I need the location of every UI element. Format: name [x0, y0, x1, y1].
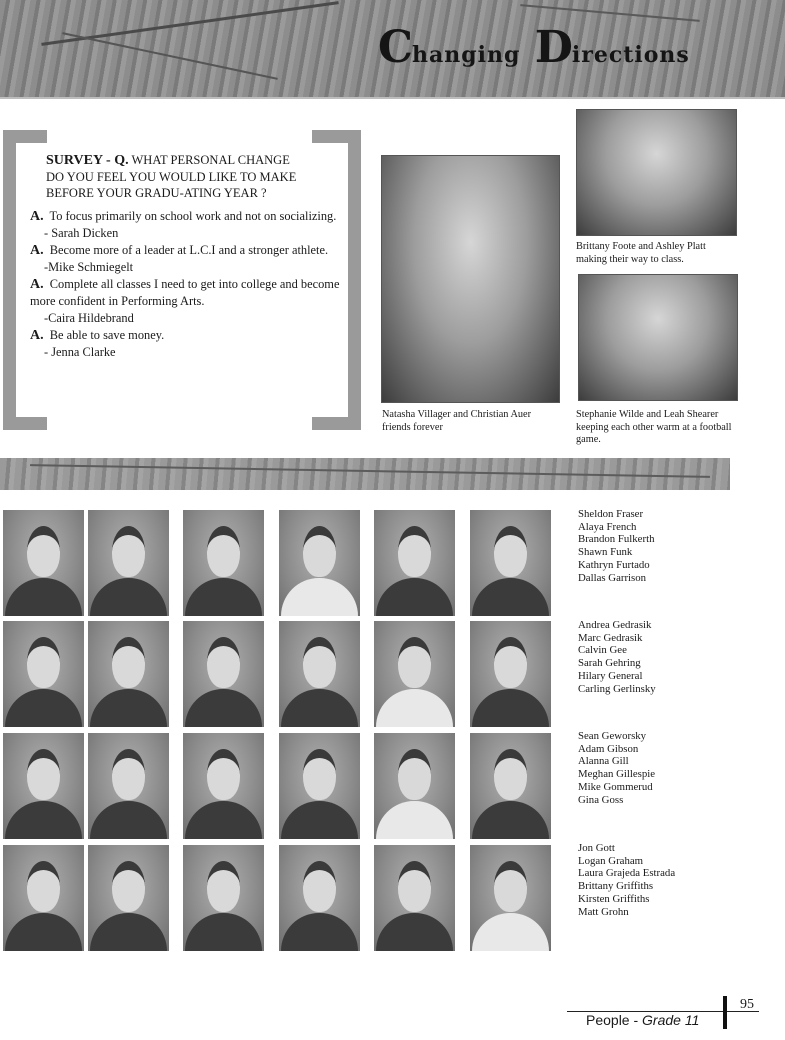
portrait-head [303, 861, 336, 912]
student-portrait [470, 621, 551, 727]
answer-marker: A. [30, 328, 44, 343]
band-crack [30, 464, 710, 478]
portrait-shoulders [90, 801, 167, 839]
survey-answer [30, 208, 340, 225]
portrait-shoulders [472, 913, 549, 951]
answer-text: Complete all classes I need to get into college and become more confident in Performing Arts. [30, 277, 340, 308]
portrait-shoulders [90, 578, 167, 616]
student-name: Brittany Griffiths [578, 880, 654, 893]
student-name: Gina Goss [578, 793, 624, 806]
bracket-right-bottom [312, 417, 361, 430]
student-portrait [88, 733, 169, 839]
portrait-shoulders [185, 578, 262, 616]
student-name: Carling Gerlinsky [578, 682, 656, 695]
student-portrait [183, 621, 264, 727]
answer-author: -Caira Hildebrand [44, 311, 134, 325]
caption-brittany-ashley: Brittany Foote and Ashley Platt making their way to class. [576, 241, 706, 265]
student-portrait [3, 845, 84, 951]
student-name: Laura Grajeda Estrada [578, 867, 676, 880]
survey-answer [30, 276, 340, 310]
student-portrait [279, 733, 360, 839]
student-name: Marc Gedrasik [578, 631, 643, 644]
portrait-head [27, 637, 60, 688]
portrait-head [398, 861, 431, 912]
portrait-shoulders [5, 913, 82, 951]
student-name: Andrea Gedrasik [578, 619, 652, 631]
portrait-shoulders [90, 689, 167, 727]
student-portrait [470, 733, 551, 839]
portrait-head [494, 637, 527, 688]
answer-text: Be able to save money. [49, 328, 165, 342]
name-list-row-2 [578, 619, 656, 695]
student-name: Meghan Gillespie [578, 768, 656, 781]
student-portrait [3, 621, 84, 727]
answer-text: Become more of a leader at L.C.I and a stronger athlete. [49, 243, 329, 257]
page-number: 95 [740, 997, 754, 1012]
divider [0, 97, 785, 99]
answer-text: To focus primarily on school work and not on socializing. [49, 209, 337, 223]
portrait-shoulders [281, 913, 358, 951]
portrait-head [207, 637, 240, 688]
portrait-head [398, 749, 431, 800]
portrait-shoulders [281, 578, 358, 616]
caption-stephanie-leah: Stephanie Wilde and Leah Shearer keeping each other warm at a football game. [576, 409, 732, 445]
student-portrait [3, 510, 84, 616]
bracket-left-top [3, 130, 47, 143]
portrait-shoulders [376, 689, 453, 727]
portrait-shoulders [90, 913, 167, 951]
student-name: Jon Gott [578, 842, 615, 854]
portrait-shoulders [185, 913, 262, 951]
survey-answer [30, 242, 340, 259]
banner-crack [520, 4, 699, 22]
student-name: Mike Gommerud [578, 780, 653, 793]
student-name: Alaya French [578, 520, 637, 533]
name-list-row-3 [578, 730, 655, 806]
answer-marker: A. [30, 209, 44, 224]
answer-author: - Jenna Clarke [44, 345, 116, 359]
page-title [378, 22, 690, 73]
answer-author: - Sarah Dicken [44, 226, 119, 240]
student-name: Dallas Garrison [578, 571, 647, 584]
portrait-head [303, 749, 336, 800]
portrait-shoulders [472, 689, 549, 727]
student-name: Alanna Gill [578, 755, 629, 768]
footer-bar [723, 996, 727, 1029]
portrait-shoulders [472, 578, 549, 616]
student-name: Hilary General [578, 669, 643, 682]
bracket-left-vertical [3, 130, 16, 430]
student-portrait [183, 510, 264, 616]
photo-brittany-ashley [576, 109, 737, 236]
photo-natasha-christian [381, 155, 560, 403]
photo-stephanie-leah [578, 274, 738, 401]
student-name: Logan Graham [578, 854, 644, 867]
student-portrait [88, 621, 169, 727]
student-name: Sean Geworsky [578, 730, 647, 742]
student-name: Adam Gibson [578, 742, 639, 755]
student-portrait [183, 733, 264, 839]
student-portrait [279, 621, 360, 727]
portrait-shoulders [185, 689, 262, 727]
student-name: Kirsten Griffiths [578, 892, 650, 905]
portrait-head [398, 526, 431, 577]
portrait-shoulders [376, 578, 453, 616]
footer-section [586, 1012, 699, 1028]
portrait-head [112, 637, 145, 688]
portrait-head [303, 637, 336, 688]
bracket-left-bottom [3, 417, 47, 430]
portrait-head [207, 861, 240, 912]
portrait-head [112, 861, 145, 912]
portrait-shoulders [376, 913, 453, 951]
footer-grade: Grade 11 [642, 1012, 700, 1028]
portrait-shoulders [5, 578, 82, 616]
portrait-shoulders [281, 801, 358, 839]
answer-marker: A. [30, 277, 44, 292]
portrait-shoulders [281, 689, 358, 727]
portrait-shoulders [5, 801, 82, 839]
student-portrait [183, 845, 264, 951]
portrait-head [207, 749, 240, 800]
name-list-row-4 [578, 842, 675, 918]
survey-box [30, 152, 340, 361]
student-name: Matt Grohn [578, 905, 629, 918]
portrait-shoulders [376, 801, 453, 839]
student-portrait [374, 510, 455, 616]
banner-crack [62, 32, 278, 80]
portrait-head [494, 526, 527, 577]
survey-label: SURVEY - Q. [46, 153, 129, 168]
portrait-shoulders [185, 801, 262, 839]
portrait-head [207, 526, 240, 577]
header-banner [0, 0, 785, 97]
student-name: Calvin Gee [578, 644, 627, 657]
student-portrait [470, 510, 551, 616]
name-list-row-1 [578, 508, 654, 584]
student-name: Brandon Fulkerth [578, 533, 655, 546]
student-name: Kathryn Furtado [578, 558, 650, 571]
portrait-head [112, 749, 145, 800]
survey-answer [30, 327, 340, 344]
student-name: Sheldon Fraser [578, 508, 644, 520]
portrait-head [494, 749, 527, 800]
survey-question [46, 152, 306, 201]
student-name: Shawn Funk [578, 546, 633, 559]
footer-section-label: People - [586, 1012, 643, 1028]
texture-band [0, 458, 730, 490]
title-rest: irections [571, 42, 690, 68]
student-portrait [279, 510, 360, 616]
student-portrait [3, 733, 84, 839]
portrait-head [27, 526, 60, 577]
student-portrait [374, 621, 455, 727]
portrait-head [494, 861, 527, 912]
bracket-right-top [312, 130, 361, 143]
title-rest: hanging [412, 42, 521, 68]
bracket-right-vertical [348, 130, 361, 430]
caption-natasha-christian: Natasha Villager and Christian Auer friends forever [382, 409, 532, 433]
title-initial: D [520, 22, 572, 73]
student-portrait [374, 733, 455, 839]
portrait-head [27, 749, 60, 800]
portrait-head [303, 526, 336, 577]
portrait-shoulders [5, 689, 82, 727]
portrait-head [27, 861, 60, 912]
answer-marker: A. [30, 243, 44, 258]
student-portrait [470, 845, 551, 951]
student-portrait [279, 845, 360, 951]
student-name: Sarah Gehring [578, 657, 641, 670]
student-portrait [374, 845, 455, 951]
student-portrait [88, 845, 169, 951]
portrait-head [112, 526, 145, 577]
student-portrait [88, 510, 169, 616]
question-text: WHAT PERSONAL CHANGE DO YOU FEEL YOU WOULD LIKE TO MAKE BEFORE YOUR GRADU-ATING YEAR ? [46, 153, 297, 200]
portrait-shoulders [472, 801, 549, 839]
portrait-head [398, 637, 431, 688]
answer-author: -Mike Schmiegelt [44, 260, 134, 274]
title-initial: C [378, 22, 413, 73]
